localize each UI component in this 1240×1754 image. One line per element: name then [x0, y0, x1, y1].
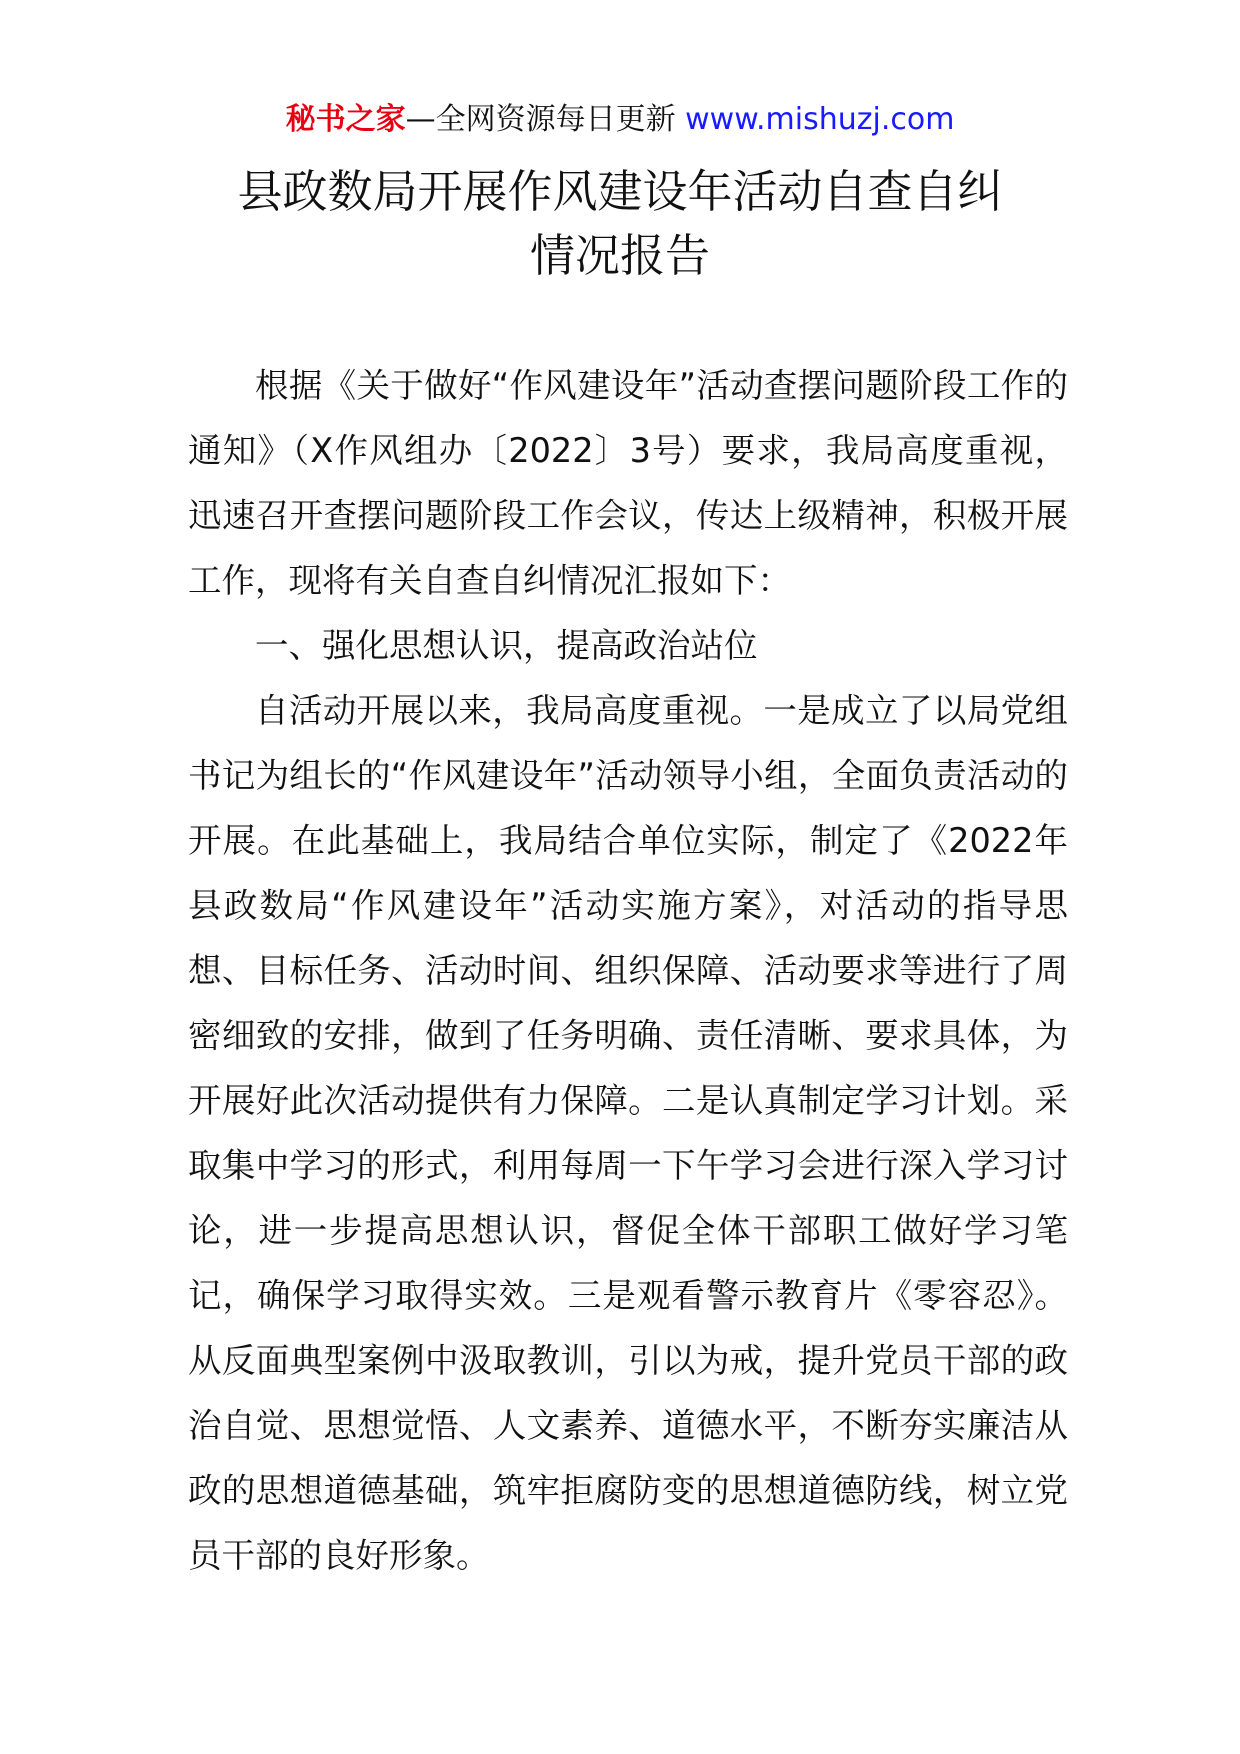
brand-name: 秘书之家: [285, 102, 406, 137]
document-title-line-2: 情况报告: [529, 229, 710, 282]
header-tagline: —全网资源每日更新: [405, 102, 686, 137]
section-heading: 一、强化思想认识，提高政治站位: [255, 626, 758, 665]
document-title: [140, 160, 1100, 288]
site-url-link[interactable]: www.mishuzj.com: [685, 102, 955, 137]
body-paragraph: 自活动开展以来，我局高度重视。一是成立了以局党组书记为组长的“作风建设年”活动领导小组，全面负责活动的开展。在此基础上，我局结合单位实际，制定了《2022年县政数局“作风建设年”活动实施方案》，对活动的指导思想、目标任务、活动时间、组织保障、活动要求等进行了周密细致的安排，做到了任务明确、责任清晰、要求具体，为开展好此次活动提供有力保障。二是认真制定学习计划。采取集中学习的形式，利用每周一下午学习会进行深入学习讨论，进一步提高思想认识，督促全体干部职工做好学习笔记，确保学习取得实效。三是观看警示教育片《零容忍》。从反面典型案例中汲取教训，引以为戒，提升党员干部的政治自觉、思想觉悟、人文素养、道德水平，不断夯实廉洁从政的思想道德基础，筑牢拒腐防变的思想道德防线，树立党员干部的良好形象。: [188, 691, 1068, 1575]
watermark-header: [0, 98, 1240, 142]
document-title-line-1: 县政数局开展作风建设年活动自查自纠: [237, 165, 1003, 218]
intro-paragraph: 根据《关于做好“作风建设年”活动查摆问题阶段工作的通知》（X作风组办〔2022〕3号）要求，我局高度重视，迅速召开查摆问题阶段工作会议，传达上级精神，积极开展工作，现将有关自查自纠情况汇报如下：: [188, 366, 1068, 600]
document-body: [188, 353, 1068, 1588]
